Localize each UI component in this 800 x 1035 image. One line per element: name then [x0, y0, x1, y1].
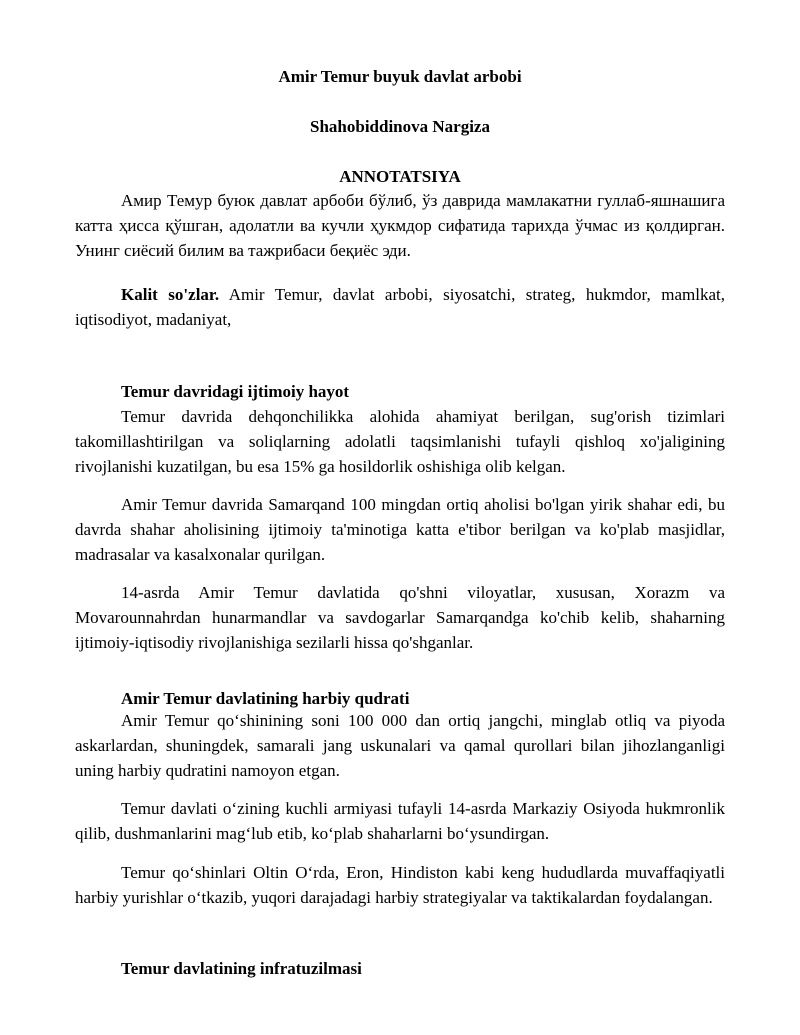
paragraph: Amir Temur qo‘shinining soni 100 000 dan ortiq jangchi, minglab otliq va piyoda askarlardan, shuningdek, samarali jang uskunalari va qamal qurollari bilan jihozlanganligi uning harbiy qudratini namoyon etgan.: [75, 711, 725, 780]
keywords-paragraph: [75, 282, 725, 332]
paragraph: Temur davrida dehqonchilikka alohida ahamiyat berilgan, sug'orish tizimlari takomillashtirilgan va soliqlarning adolatli taqsimlanishi tufayli qishloq xo'jaligining rivojlanishi kuzatilgan, bu esa 15% ga hosildorlik oshishiga olib kelgan.: [75, 407, 725, 476]
keywords-text: Amir Temur, davlat arbobi, siyosatchi, strateg, hukmdor, mamlkat, iqtisodiyot, madaniyat,: [75, 285, 725, 329]
section-heading-social-life: Temur davridagi ijtimoiy hayot: [121, 382, 350, 401]
paragraph: 14-asrda Amir Temur davlatida qo'shni viloyatlar, xususan, Xorazm va Movarounnahrdan hunarmandlar va savdogarlar Samarqandga ko'chib kelib, shaharning ijtimoiy-iqtisodiy rivojlanishiga sezilarli hissa qo'shganlar.: [75, 583, 725, 652]
annotation-paragraph: Амир Темур буюк давлат арбоби бўлиб, ўз даврида мамлакатни гуллаб-яшнашига катта ҳисса қўшган, адолатли ва кучли ҳукмдор сифатида тарихда ўчмас из қолдирган. Унинг сиёсий билим ва тажрибаси беқиёс эди.: [75, 191, 725, 260]
section-heading-infrastructure: Temur davlatining infratuzilmasi: [121, 959, 362, 978]
annotation-heading: ANNOTATSIYA: [339, 167, 461, 186]
section-heading-military-power: Amir Temur davlatining harbiy qudrati: [121, 689, 410, 708]
document-title: Amir Temur buyuk davlat arbobi: [278, 67, 522, 86]
paragraph: Temur davlati o‘zining kuchli armiyasi tufayli 14-asrda Markaziy Osiyoda hukmronlik qilib, dushmanlarini mag‘lub etib, ko‘plab shaharlarni bo‘ysundirgan.: [75, 799, 725, 843]
author-name: Shahobiddinova Nargiza: [310, 117, 490, 136]
keywords-label: Kalit so'zlar.: [121, 285, 220, 304]
paragraph: Temur qo‘shinlari Oltin O‘rda, Eron, Hindiston kabi keng hududlarda muvaffaqiyatli harbiy yurishlar o‘tkazib, yuqori darajadagi harbiy strategiyalar va taktikalardan foydalangan.: [75, 863, 725, 907]
paragraph: Amir Temur davrida Samarqand 100 mingdan ortiq aholisi bo'lgan yirik shahar edi, bu davrda shahar aholisining ijtimoiy ta'minotiga katta e'tibor berilgan va ko'plab masjidlar, madrasalar va kasalxonalar qurilgan.: [75, 495, 725, 564]
